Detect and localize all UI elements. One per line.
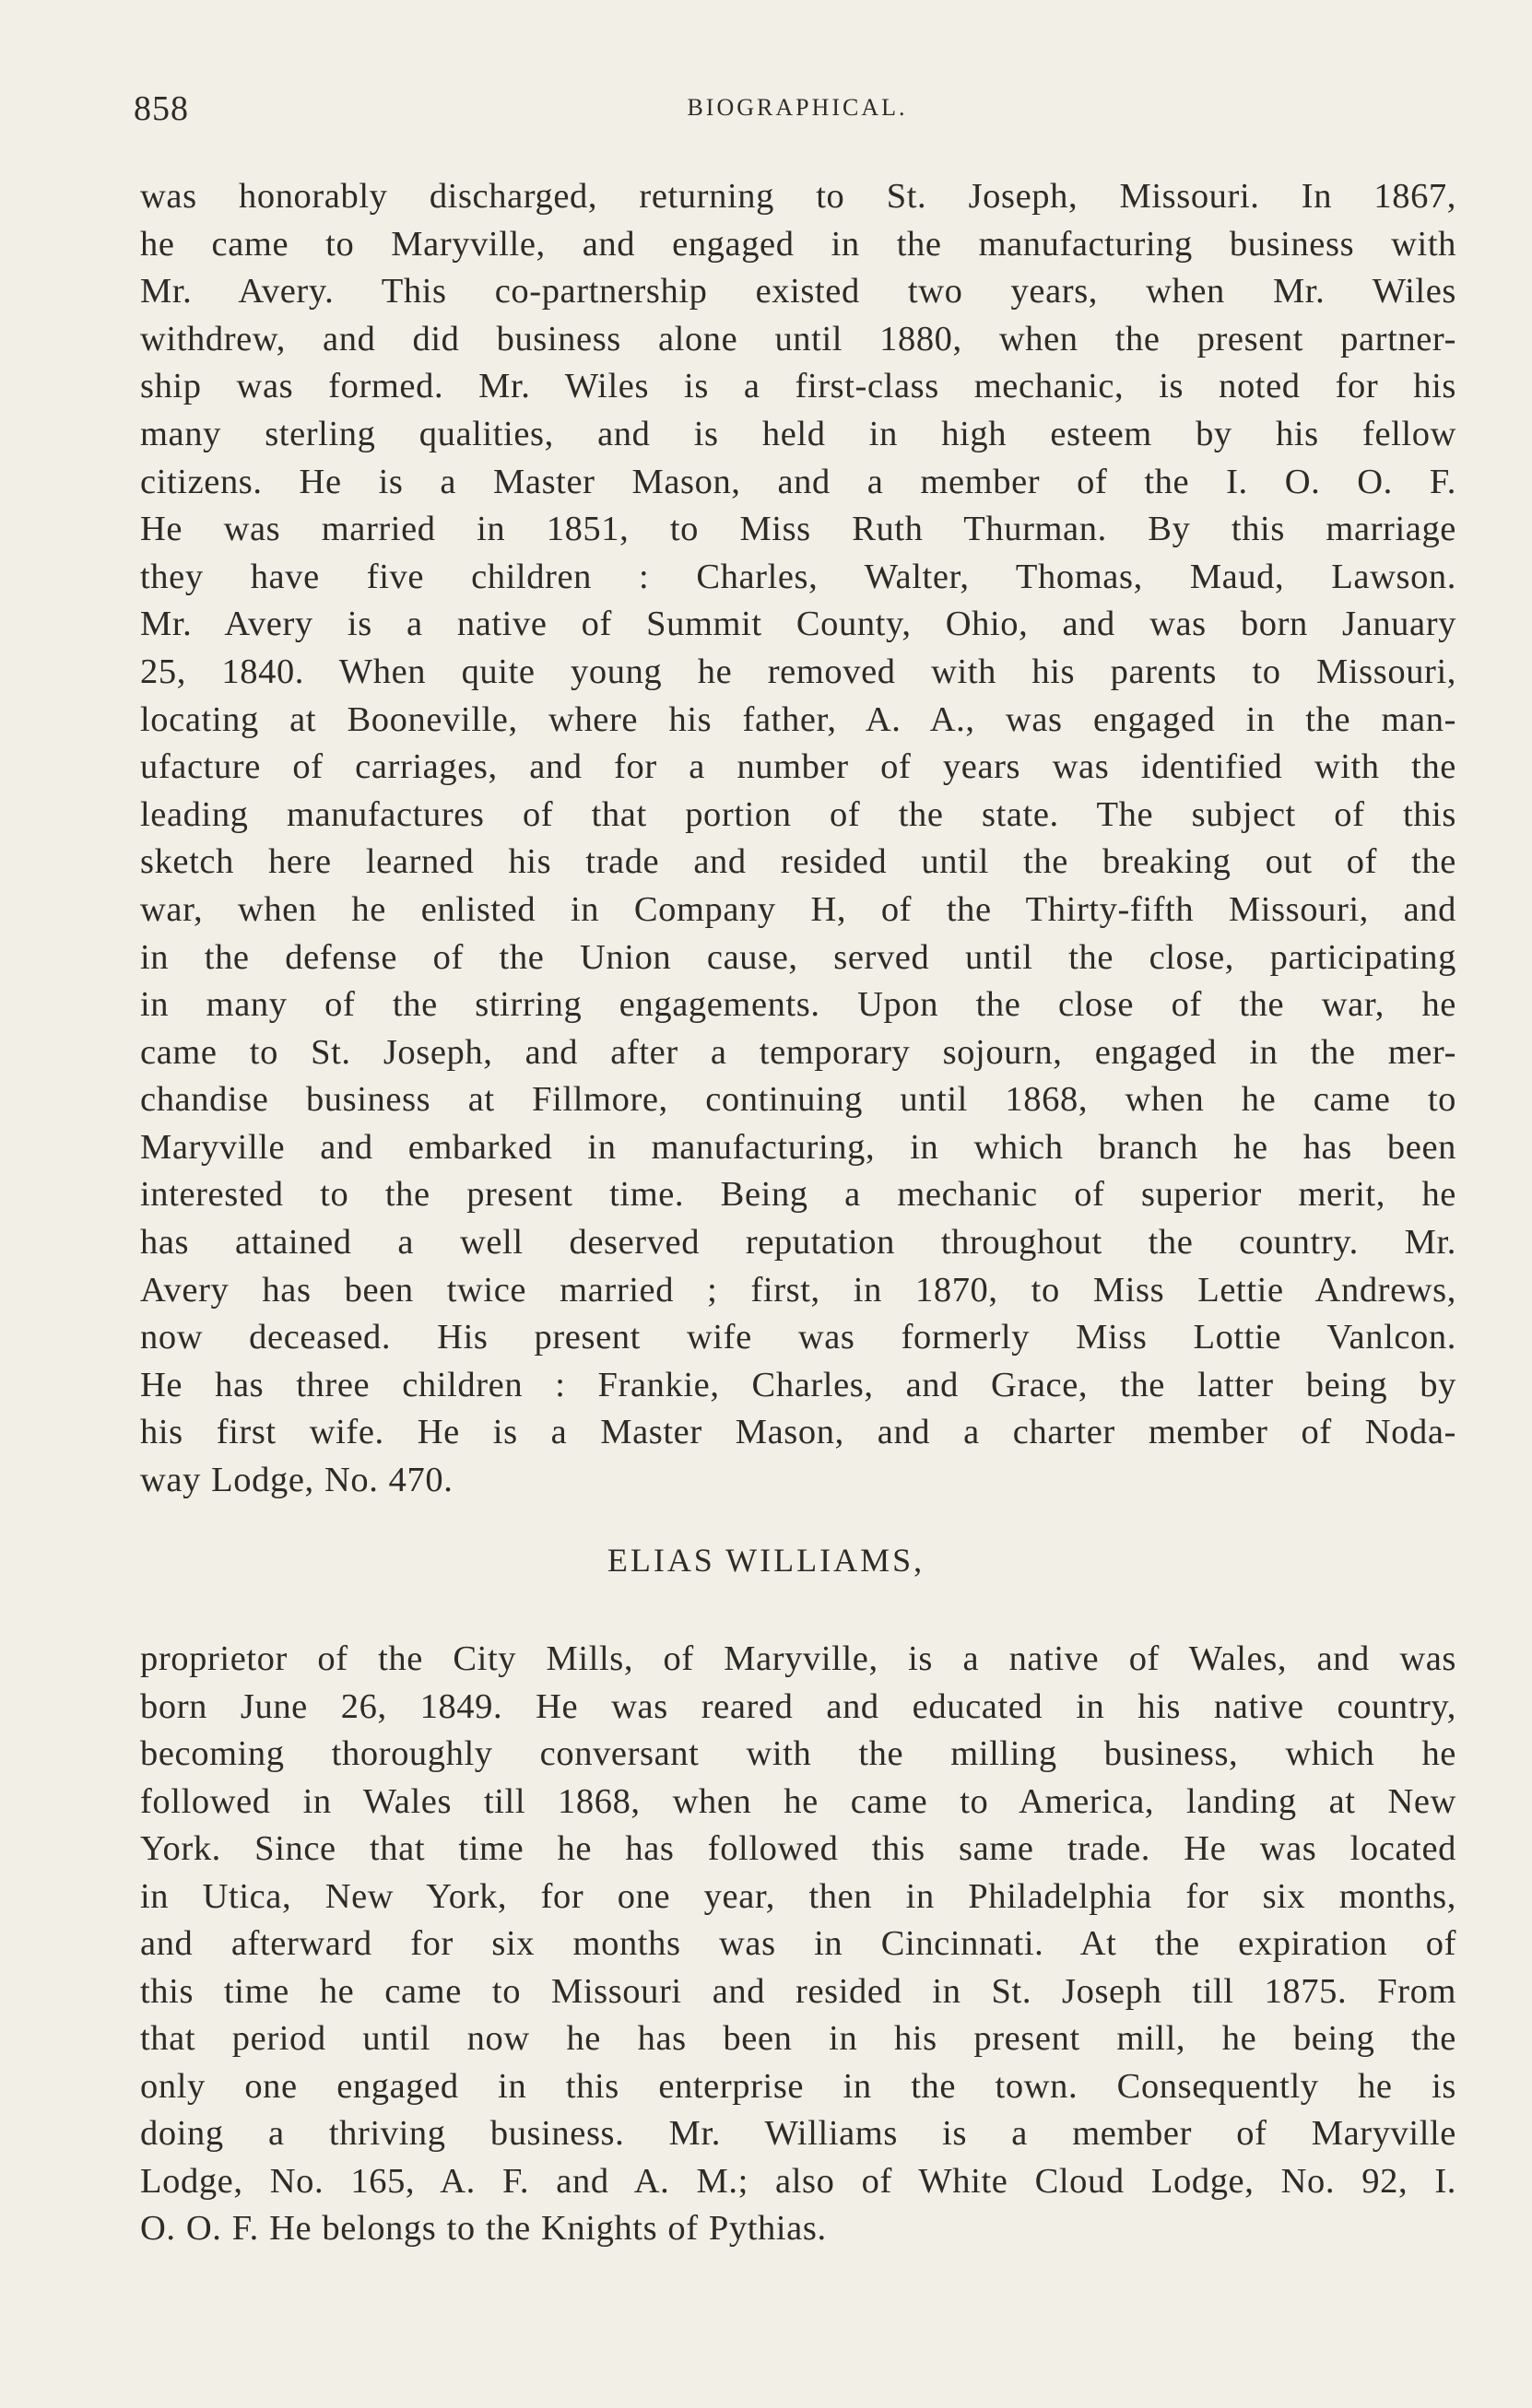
text-line: born June 26, 1849. He was reared and educated in his native country, (140, 1686, 1456, 1726)
text-line: Avery has been twice married ; first, in 1870, to Miss Lettie Andrews, (140, 1270, 1456, 1310)
text-line: this time he came to Missouri and resided in St. Joseph till 1875. From (140, 1971, 1456, 2011)
text-line: now deceased. His present wife was formerly Miss Lottie Vanlcon. (140, 1318, 1456, 1357)
text-line: Mr. Avery. This co-partnership existed two years, when Mr. Wiles (140, 272, 1456, 311)
text-line: York. Since that time he has followed this same trade. He was located (140, 1829, 1456, 1868)
text-line: Maryville and embarked in manufacturing, in which branch he has been (140, 1127, 1456, 1167)
text-line: O. O. F. He belongs to the Knights of Pythias. (140, 2209, 827, 2248)
text-line: interested to the present time. Being a mechanic of superior merit, he (140, 1175, 1456, 1215)
text-line: citizens. He is a Master Mason, and a member of the I. O. O. F. (140, 462, 1456, 501)
text-line: in Utica, New York, for one year, then in Philadelphia for six months, (140, 1876, 1456, 1916)
text-line: locating at Booneville, where his father, A. A., was engaged in the man- (140, 699, 1456, 739)
text-line: was honorably discharged, returning to St. Joseph, Missouri. In 1867, (140, 177, 1456, 216)
text-line: proprietor of the City Mills, of Maryville, is a native of Wales, and was (140, 1639, 1456, 1678)
text-line: leading manufactures of that portion of the state. The subject of this (140, 794, 1456, 834)
text-line: that period until now he has been in his present mill, he being the (140, 2019, 1456, 2058)
biography-paragraph-wiles-avery (140, 173, 1456, 1505)
text-line: war, when he enlisted in Company H, of the Thirty-fifth Missouri, and (140, 889, 1456, 929)
page-number: 858 (134, 89, 189, 128)
text-line: Lodge, No. 165, A. F. and A. M.; also of White Cloud Lodge, No. 92, I. (140, 2161, 1456, 2201)
text-line: his first wife. He is a Master Mason, and a charter member of Noda- (140, 1413, 1456, 1452)
text-line: ship was formed. Mr. Wiles is a first-class mechanic, is noted for his (140, 367, 1456, 406)
text-line: becoming thoroughly conversant with the milling business, which he (140, 1734, 1456, 1773)
text-line: Mr. Avery is a native of Summit County, Ohio, and was born January (140, 605, 1456, 644)
text-line: He has three children : Frankie, Charles, and Grace, the latter being by (140, 1365, 1456, 1404)
running-head: BIOGRAPHICAL. (687, 94, 908, 121)
text-line: only one engaged in this enterprise in the town. Consequently he is (140, 2066, 1456, 2106)
text-line: in the defense of the Union cause, served until the close, participating (140, 937, 1456, 977)
text-line: chandise business at Fillmore, continuing until 1868, when he came to (140, 1080, 1456, 1120)
page-header (134, 88, 1461, 144)
text-line: many sterling qualities, and is held in high esteem by his fellow (140, 414, 1456, 453)
text-line: and afterward for six months was in Cincinnati. At the expiration of (140, 1924, 1456, 1963)
text-line: doing a thriving business. Mr. Williams is a member of Maryville (140, 2114, 1456, 2153)
text-line: He was married in 1851, to Miss Ruth Thurman. By this marriage (140, 510, 1456, 549)
text-line: withdrew, and did business alone until 1880, when the present partner- (140, 319, 1456, 358)
text-line: came to St. Joseph, and after a temporary sojourn, engaged in the mer- (140, 1032, 1456, 1072)
text-line: has attained a well deserved reputation throughout the country. Mr. (140, 1223, 1456, 1263)
text-line: he came to Maryville, and engaged in the manufacturing business with (140, 224, 1456, 264)
text-line: way Lodge, No. 470. (140, 1461, 454, 1500)
text-line: followed in Wales till 1868, when he came to America, landing at New (140, 1781, 1456, 1821)
text-line: sketch here learned his trade and resided until the breaking out of the (140, 842, 1456, 882)
text-line: ufacture of carriages, and for a number of years was identified with the (140, 747, 1456, 787)
biography-paragraph-elias-williams (140, 1636, 1456, 2253)
text-line: in many of the stirring engagements. Upon the close of the war, he (140, 985, 1456, 1025)
section-heading-elias-williams: ELIAS WILLIAMS, (607, 1542, 925, 1579)
text-line: 25, 1840. When quite young he removed with his parents to Missouri, (140, 652, 1456, 691)
text-line: they have five children : Charles, Walter, Thomas, Maud, Lawson. (140, 557, 1456, 596)
